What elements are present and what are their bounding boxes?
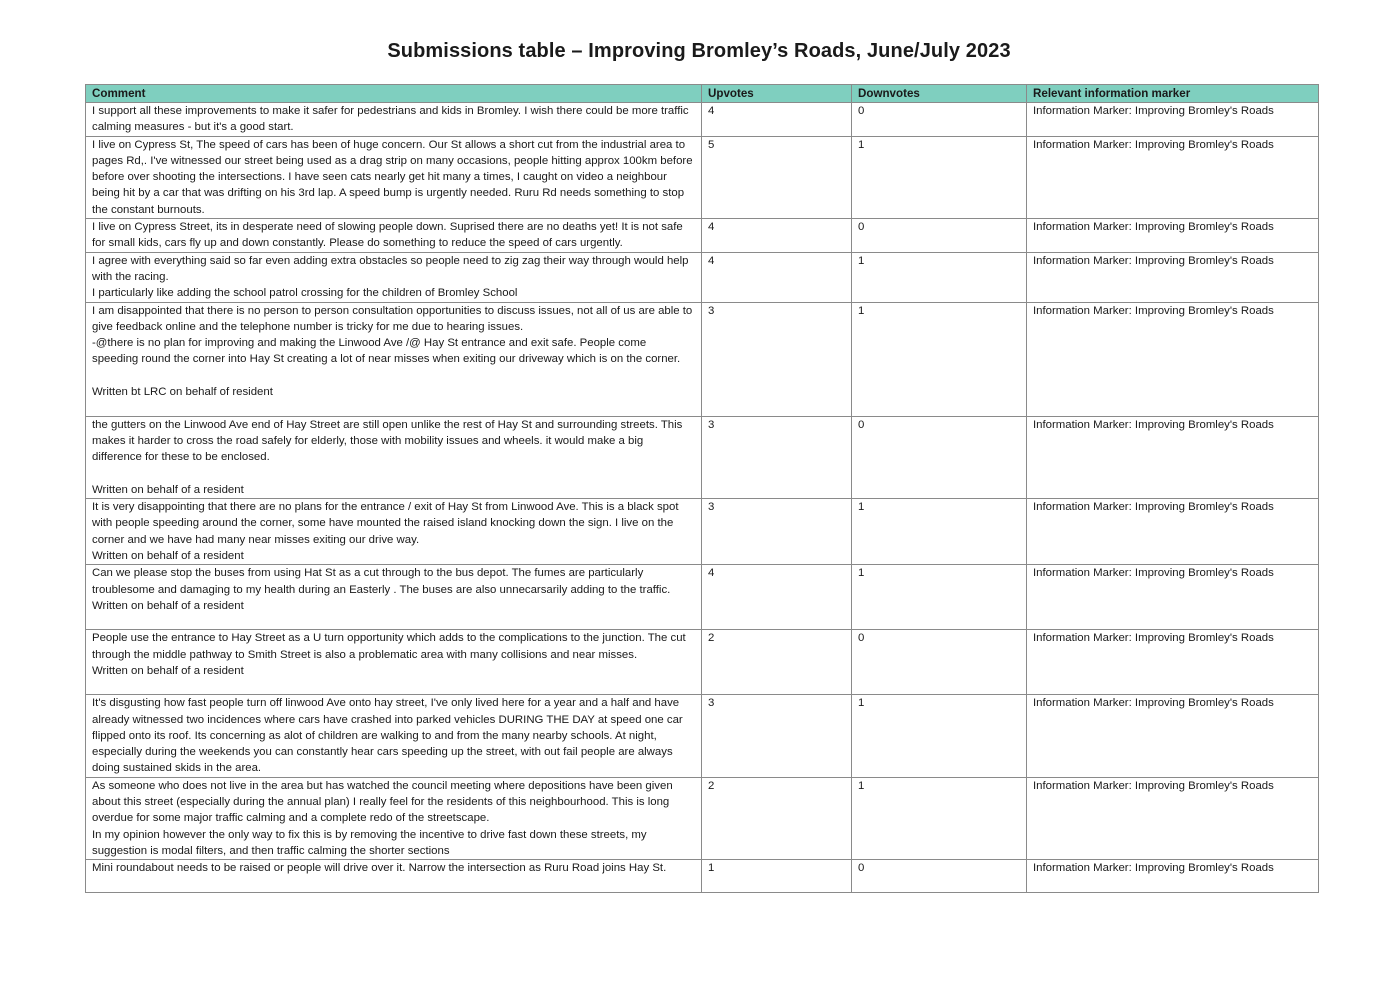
marker-cell: Information Marker: Improving Bromley's Roads [1027, 630, 1319, 695]
comment-cell: It is very disappointing that there are no plans for the entrance / exit of Hay St from Linwood Ave. This is a black spot with people speeding around the corner, some have mounted the raised island knocking down the sign. I live on the corner and we have had many near misses exiting our drive way. Written on behalf of a resident [86, 499, 702, 565]
downvotes-cell: 0 [852, 860, 1027, 893]
comment-cell: I am disappointed that there is no person to person consultation opportunities to discuss issues, not all of us are able to give feedback online and the telephone number is tricky for me due to hearing issues. -@there is no plan for improving and making the Linwood Ave /@ Hay St entrance and exit safe. People come speeding round the corner into Hay St creating a lot of near misses when exiting our driveway which is on the corner. Written bt LRC on behalf of resident [86, 302, 702, 416]
downvotes-cell: 1 [852, 136, 1027, 218]
downvotes-cell: 1 [852, 302, 1027, 416]
table-row [86, 777, 1319, 859]
comment-cell: the gutters on the Linwood Ave end of Hay Street are still open unlike the rest of Hay St and surrounding streets. This makes it harder to cross the road safely for elderly, those with mobility issues and wheels. it would make a big difference for these to be enclosed. Written on behalf of a resident [86, 416, 702, 498]
downvotes-cell: 1 [852, 777, 1027, 859]
table-row [86, 136, 1319, 218]
marker-cell: Information Marker: Improving Bromley's Roads [1027, 252, 1319, 302]
marker-cell: Information Marker: Improving Bromley's Roads [1027, 565, 1319, 630]
column-header-downvotes: Downvotes [852, 85, 1027, 103]
column-header-comment: Comment [86, 85, 702, 103]
upvotes-cell: 3 [702, 695, 852, 777]
comment-cell: Mini roundabout needs to be raised or people will drive over it. Narrow the intersection as Ruru Road joins Hay St. [86, 860, 702, 893]
column-header-upvotes: Upvotes [702, 85, 852, 103]
upvotes-cell: 2 [702, 777, 852, 859]
comment-cell: I live on Cypress Street, its in desperate need of slowing people down. Suprised there are no deaths yet! It is not safe for small kids, cars fly up and down constantly. Please do something to reduce the speed of cars urgently. [86, 219, 702, 253]
table-header-row [86, 85, 1319, 103]
table-row [86, 252, 1319, 302]
marker-cell: Information Marker: Improving Bromley's Roads [1027, 777, 1319, 859]
downvotes-cell: 0 [852, 103, 1027, 137]
upvotes-cell: 4 [702, 103, 852, 137]
downvotes-cell: 1 [852, 695, 1027, 777]
marker-cell: Information Marker: Improving Bromley's Roads [1027, 499, 1319, 565]
upvotes-cell: 2 [702, 630, 852, 695]
upvotes-cell: 5 [702, 136, 852, 218]
table-row [86, 103, 1319, 137]
marker-cell: Information Marker: Improving Bromley's Roads [1027, 219, 1319, 253]
upvotes-cell: 3 [702, 302, 852, 416]
marker-cell: Information Marker: Improving Bromley's Roads [1027, 695, 1319, 777]
downvotes-cell: 0 [852, 630, 1027, 695]
page-title: Submissions table – Improving Bromley’s Roads, June/July 2023 [387, 40, 1011, 62]
column-header-marker: Relevant information marker [1027, 85, 1319, 103]
marker-cell: Information Marker: Improving Bromley's Roads [1027, 416, 1319, 498]
downvotes-cell: 1 [852, 252, 1027, 302]
downvotes-cell: 1 [852, 499, 1027, 565]
upvotes-cell: 3 [702, 499, 852, 565]
table-row [86, 565, 1319, 630]
table-row [86, 499, 1319, 565]
table-row [86, 302, 1319, 416]
marker-cell: Information Marker: Improving Bromley's Roads [1027, 103, 1319, 137]
comment-cell: Can we please stop the buses from using Hat St as a cut through to the bus depot. The fumes are particularly troublesome and damaging to my health during an Easterly . The buses are also unnecarsarily adding to the traffic. Written on behalf of a resident [86, 565, 702, 630]
upvotes-cell: 4 [702, 252, 852, 302]
table-row [86, 695, 1319, 777]
comment-cell: As someone who does not live in the area but has watched the council meeting where depositions have been given about this street (especially during the annual plan) I really feel for the residents of this neighbourhood. This is long overdue for some major traffic calming and a complete redo of the streetscape. In my opinion however the only way to fix this is by removing the incentive to drive fast down these streets, my suggestion is modal filters, and then traffic calming the shorter sections [86, 777, 702, 859]
comment-cell: I agree with everything said so far even adding extra obstacles so people need to zig zag their way through would help with the racing. I particularly like adding the school patrol crossing for the children of Bromley School [86, 252, 702, 302]
marker-cell: Information Marker: Improving Bromley's Roads [1027, 860, 1319, 893]
downvotes-cell: 1 [852, 565, 1027, 630]
upvotes-cell: 4 [702, 565, 852, 630]
downvotes-cell: 0 [852, 416, 1027, 498]
marker-cell: Information Marker: Improving Bromley's Roads [1027, 136, 1319, 218]
comment-cell: People use the entrance to Hay Street as a U turn opportunity which adds to the complications to the junction. The cut through the middle pathway to Smith Street is also a problematic area with many collisions and near misses. Written on behalf of a resident [86, 630, 702, 695]
table-row [86, 630, 1319, 695]
table-row [86, 219, 1319, 253]
submissions-table [85, 84, 1319, 893]
comment-cell: It's disgusting how fast people turn off linwood Ave onto hay street, I've only lived here for a year and a half and have already witnessed two incidences where cars have crashed into parked vehicles DURING THE DAY at speed one car flipped onto its roof. Its concerning as alot of children are walking to and from the many nearby schools. At night, especially during the weekends you can constantly hear cars speeding up the street, with out fail people are always doing sustained skids in the area. [86, 695, 702, 777]
upvotes-cell: 1 [702, 860, 852, 893]
upvotes-cell: 3 [702, 416, 852, 498]
table-row [86, 860, 1319, 893]
comment-cell: I support all these improvements to make it safer for pedestrians and kids in Bromley. I wish there could be more traffic calming measures - but it's a good start. [86, 103, 702, 137]
table-row [86, 416, 1319, 498]
downvotes-cell: 0 [852, 219, 1027, 253]
comment-cell: I live on Cypress St, The speed of cars has been of huge concern. Our St allows a short cut from the industrial area to pages Rd,. I've witnessed our street being used as a drag strip on many occasions, people hitting approx 100km before before over shooting the intersections. I have seen cats nearly get hit many a times, I caught on video a neighbour being hit by a car that was drifting on his 3rd lap. A speed bump is urgently needed. Ruru Rd needs something to stop the constant burnouts. [86, 136, 702, 218]
marker-cell: Information Marker: Improving Bromley's Roads [1027, 302, 1319, 416]
upvotes-cell: 4 [702, 219, 852, 253]
